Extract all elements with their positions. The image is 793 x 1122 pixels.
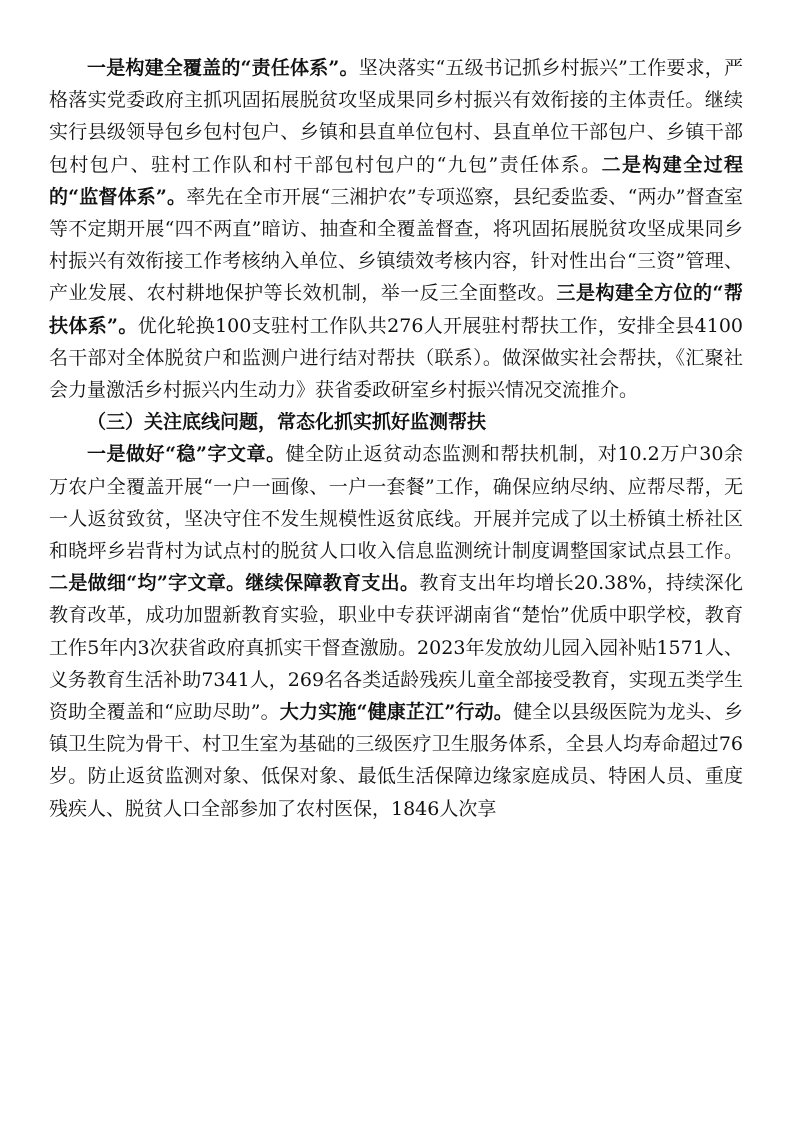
text-education: 教育支出年均增长20.38%，持续深化教育改革，成功加盟新教育实验，职业中专获评湖南省“楚怡”优质中职学校，教育工作5年内3次获省政府真抓实干督查激励。2023年发放幼儿园入园补贴1571人、义务教育生活补助7341人，269名各类适龄残疾儿童全部接受教育，实现五类学生资助全覆盖和“应助尽助”。: [49, 572, 743, 724]
text-responsibility-system: 坚决落实“五级书记抓乡村振兴”工作要求，严格落实党委政府主抓巩固拓展脱贫攻坚成果同乡村振兴有效衔接的主体责任。继续实行县级领导包乡包村包户、乡镇和县直单位包村、县直单位干部包户、乡镇干部包村包户、驻村工作队和村干部包村包户的“九包”责任体系。: [49, 57, 743, 176]
lead-education: 继续保障教育支出。: [245, 572, 420, 595]
paragraph-responsibility-supervision-support: [49, 52, 743, 406]
lead-balance: 二是做细“均”字文章。: [49, 572, 246, 595]
lead-health: 大力实施“健康芷江”行动。: [279, 701, 513, 724]
paragraph-monitoring-support: [49, 438, 743, 824]
document-page: [49, 52, 743, 825]
section-heading: （三）关注底线问题，常态化抓实抓好监测帮扶: [87, 411, 487, 434]
lead-support-system: 三是构建全方位的“帮扶体系”。: [49, 282, 743, 337]
text-stability: 健全防止返贫动态监测和帮扶机制，对10.2万户30余万农户全覆盖开展“一户一画像、一户一套餐”工作，确保应纳尽纳、应帮尽帮，无一人返贫致贫，坚决守住不发生规模性返贫底线。开展并完成了以土桥镇土桥社区和晓坪乡岩背村为试点村的脱贫人口收入信息监测统计制度调整国家试点县工作。: [49, 443, 744, 563]
text-supervision-system: 率先在全市开展“三湘护农”专项巡察，县纪委监委、“两办”督查室等不定期开展“四不两直”暗访、抽查和全覆盖督查，将巩固拓展脱贫攻坚成果同乡村振兴有效衔接工作考核纳入单位、乡镇绩效考核内容，针对性出台“三资”管理、产业发展、农村耕地保护等长效机制，举一反三全面整改。: [49, 185, 744, 305]
text-support-system: 优化轮换100支驻村工作队共276人开展驻村帮扶工作，安排全县4100名干部对全体脱贫户和监测户进行结对帮扶（联系）。做深做实社会帮扶，《汇聚社会力量激活乡村振兴内生动力》获省委政研室乡村振兴情况交流推介。: [49, 314, 743, 402]
text-health: 健全以县级医院为龙头、乡镇卫生院为骨干、村卫生室为基础的三级医疗卫生服务体系，全县人均寿命超过76岁。防止返贫监测对象、低保对象、最低生活保障边缘家庭成员、特困人员、重度残疾人、脱贫人口全部参加了农村医保，1846人次享: [49, 701, 743, 820]
lead-supervision-system: 二是构建全过程的“监督体系”。: [49, 153, 743, 208]
lead-responsibility-system: 一是构建全覆盖的“责任体系”。: [87, 57, 359, 79]
lead-stability: 一是做好“稳”字文章。: [87, 443, 286, 466]
